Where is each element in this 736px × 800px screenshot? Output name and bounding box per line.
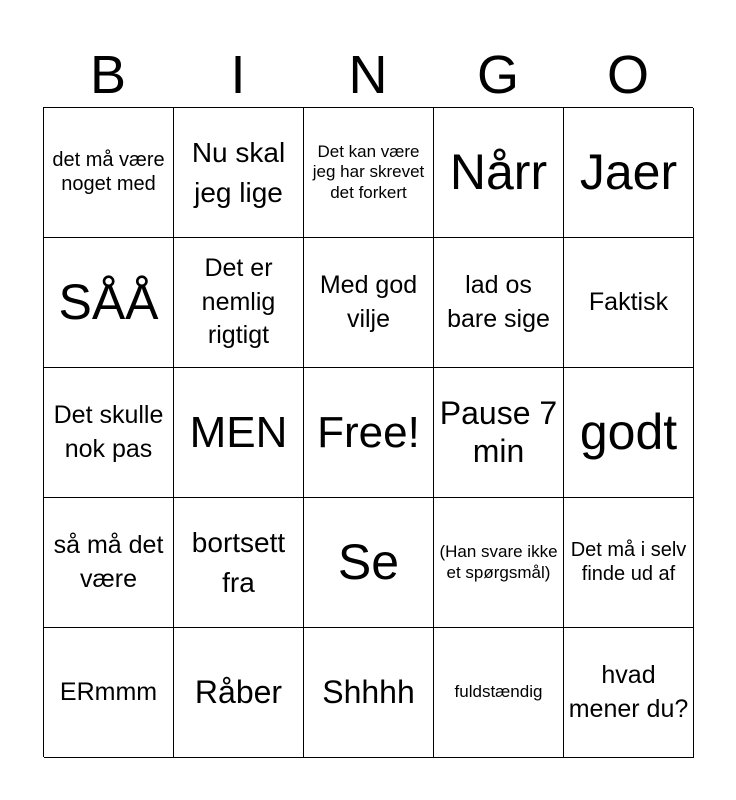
bingo-cell[interactable]: bortsett fra: [174, 498, 304, 628]
bingo-cell[interactable]: Jaer: [564, 108, 694, 238]
bingo-cell[interactable]: SÅÅ: [44, 238, 174, 368]
bingo-cell[interactable]: så må det være: [44, 498, 174, 628]
bingo-cell[interactable]: Shhhh: [304, 628, 434, 758]
bingo-cell[interactable]: Råber: [174, 628, 304, 758]
bingo-cell[interactable]: Pause 7 min: [434, 368, 564, 498]
bingo-cell[interactable]: Det skulle nok pas: [44, 368, 174, 498]
bingo-cell[interactable]: lad os bare sige: [434, 238, 564, 368]
bingo-cell[interactable]: Nårr: [434, 108, 564, 238]
free-space-cell[interactable]: Free!: [304, 368, 434, 498]
bingo-cell[interactable]: Det må i selv finde ud af: [564, 498, 694, 628]
bingo-cell[interactable]: det må være noget med: [44, 108, 174, 238]
bingo-cell[interactable]: hvad mener du?: [564, 628, 694, 758]
bingo-cell[interactable]: (Han svare ikke et spørgsmål): [434, 498, 564, 628]
bingo-card: [43, 107, 693, 757]
bingo-cell[interactable]: godt: [564, 368, 694, 498]
header-letter-o: O: [606, 45, 649, 105]
header-letter-n: N: [348, 45, 388, 105]
bingo-cell[interactable]: ERmmm: [44, 628, 174, 758]
bingo-cell[interactable]: fuldstændig: [434, 628, 564, 758]
header-letter-i: I: [230, 45, 246, 105]
bingo-cell[interactable]: Det er nemlig rigtigt: [174, 238, 304, 368]
bingo-cell[interactable]: Faktisk: [564, 238, 694, 368]
bingo-cell[interactable]: Det kan være jeg har skrevet det forkert: [304, 108, 434, 238]
bingo-cell[interactable]: Se: [304, 498, 434, 628]
bingo-header: [43, 44, 693, 106]
bingo-cell[interactable]: MEN: [174, 368, 304, 498]
bingo-cell[interactable]: Nu skal jeg lige: [174, 108, 304, 238]
bingo-cell[interactable]: Med god vilje: [304, 238, 434, 368]
header-letter-g: G: [476, 45, 519, 105]
header-letter-b: B: [89, 45, 127, 105]
